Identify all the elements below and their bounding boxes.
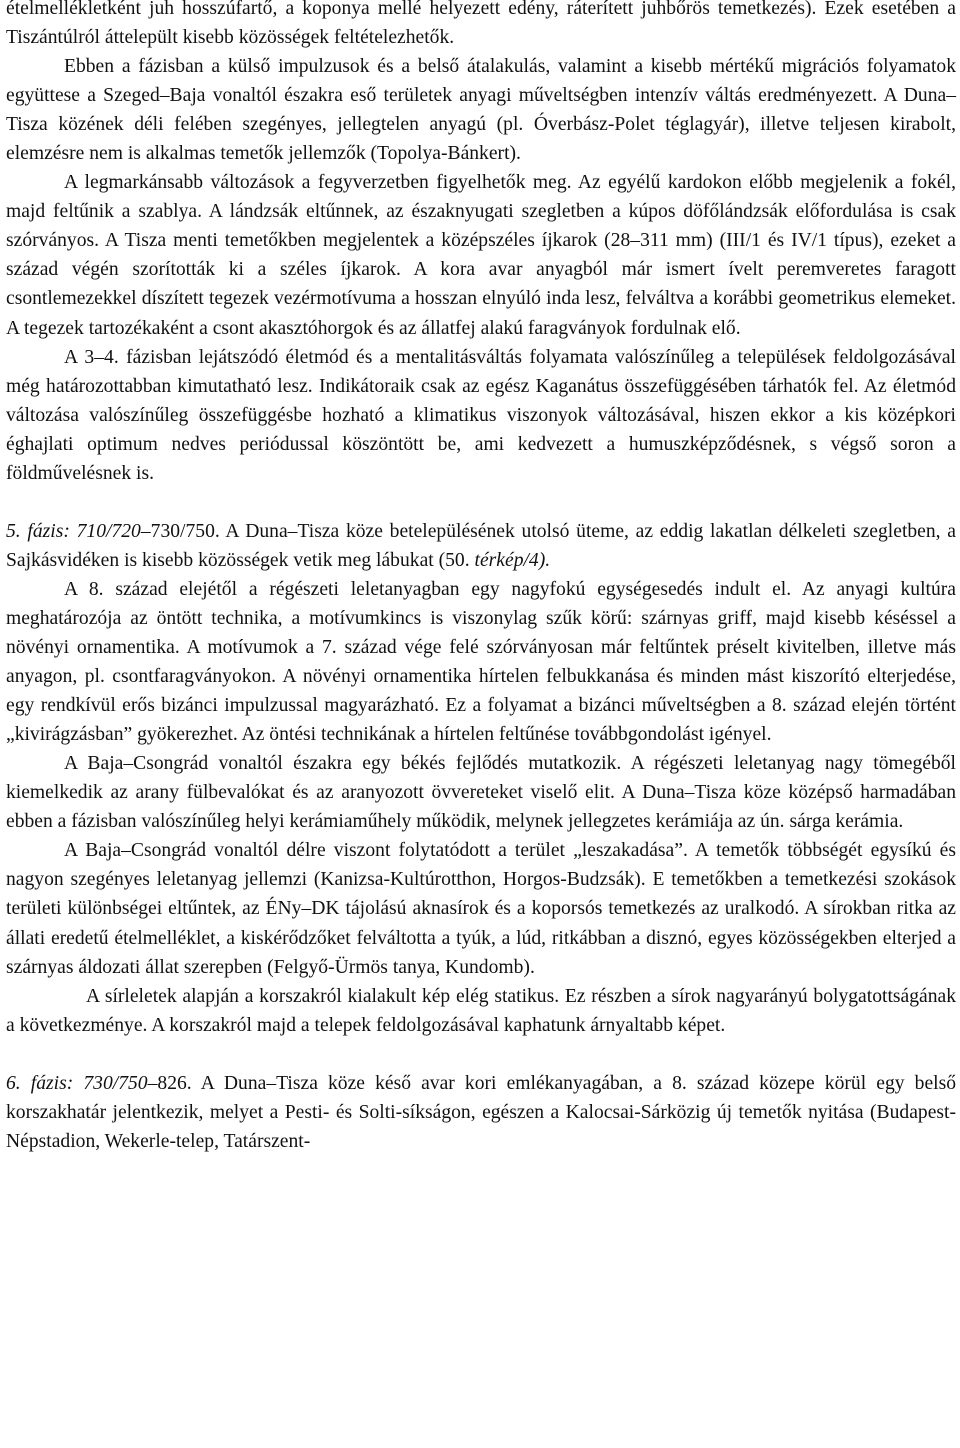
phase-5-text: A Duna–Tisza köze betelepülésének utolsó üteme, az eddig lakatlan délkeleti szegletben, a Sajkásvidéken is kisebb közösségek vetik meg lábukat (50. <box>6 520 956 571</box>
paragraph-6: A 8. század elejétől a régészeti leletanyagban egy nagyfokú egységesedés indult el. Az anyagi kultúra meghatározója az öntött technika, a motívumkincs is viszonylag szűk körű: szárnyas griff, majd kisebb késéssel a növényi ornamentika. A motívumok a 7. század vége felé szórványosan már feltűntek préselt kivitelben, illetve más anyagon, pl. csontfaragványokon. A növényi ornamentika hírtelen felbukkanása és minden mást kiszorító elterjedése, egy rendkívül erős bizánci impulzussal magyarázható. Ez a folyamat a bizánci műveltségben a 8. század elején történt „kivirágzásban” gyökerezhet. Az öntési technikának a hírtelen feltűnése továbbgondolást igényel. <box>6 578 956 746</box>
phase-5-map-ref: térkép/4). <box>474 549 551 571</box>
phase-5-label-end: –730/750. <box>140 520 220 542</box>
paragraph-1: ételmellékletként juh hosszúfartő, a koponya mellé helyezett edény, ráterített juhbőrös temetkezés). Ezek esetében a Tiszántúlról áttelepült kisebb közösségek feltételezhetők. <box>6 0 956 49</box>
paragraph-phase-6 <box>6 1069 956 1156</box>
paragraph-8: A Baja–Csongrád vonaltól délre viszont folytatódott a terület „leszakadása”. A temetők többségét egysíkú és nagyon szegényes leletanyag jellemzi (Kanizsa-Kultúrotthon, Horgos-Budzsák). E temetőkben a temetkezési szokások területi különbségei eltűntek, az ÉNy–DK tájolású aknasírok és a koporsós temetkezés az uralkodó. A sírokban ritka az állati eredetű ételmelléklet, a kiskérődzőket felváltotta a tyúk, a lúd, ritkábban a disznó, egyes közösségekben elterjed a szárnyas áldozati állat szerepben (Felgyő-Ürmös tanya, Kundomb). <box>6 840 956 978</box>
phase-5-label: 5. fázis: 710/720 <box>6 520 141 542</box>
spacer <box>6 1040 956 1069</box>
phase-6-label: 6. fázis: 730/750 <box>6 1072 148 1094</box>
spacer <box>6 488 956 517</box>
phase-6-label-end: –826. <box>147 1072 192 1094</box>
phase-6-text: A Duna–Tisza köze késő avar kori emlékanyagában, a 8. század közepe körül egy belső korszakhatár jelentkezik, melyet a Pesti- és Solti-síkságon, egészen a Kalocsai-Sárközig új temetők nyitása (Budapest-Népstadion, Wekerle-telep, Tatárszent- <box>6 1072 957 1152</box>
paragraph-3: A legmarkánsabb változások a fegyverzetben figyelhetők meg. Az egyélű kardokon előbb megjelenik a fokél, majd feltűnik a szablya. A lándzsák eltűnnek, az északnyugati szegletben a kúpos döfőlándzsák előfordulása is csak szórványos. A Tisza menti temetőkben megjelentek a középszéles íjkarok (28–311 mm) (III/1 és IV/1 típus), ezeket a század végén szorították ki a széles íjkarok. A kora avar anyagból már ismert ívelt peremveretes faragott csontlemezekkel díszített tegezek vezérmotívuma a hosszan elnyúló inda lesz, felváltva a korábbi geometrikus elemeket. A tegezek tartozékaként a csont akasztóhorgok és az állatfej alakú faragványok fordulnak elő. <box>6 172 956 339</box>
paragraph-7: A Baja–Csongrád vonaltól északra egy békés fejlődés mutatkozik. A régészeti leletanyag nagy tömegéből kiemelkedik az arany fülbevalókat és az aranyozott övvereteket viselő elit. A Duna–Tisza köze középső harmadában ebben a fázisban valószínűleg helyi kerámiaműhely működik, melynek jellegzetes kerámiája az ún. sárga kerámia. <box>6 753 956 833</box>
paragraph-9: A sírleletek alapján a korszakról kialakult kép elég statikus. Ez részben a sírok nagyarányú bolygatottságának a következménye. A korszakról majd a telepek feldolgozásával kaphatunk árnyaltabb képet. <box>6 985 956 1036</box>
document-page <box>6 0 956 1156</box>
paragraph-2: Ebben a fázisban a külső impulzusok és a belső átalakulás, valamint a kisebb mértékű migrációs folyamatok együttese a Szeged–Baja vonaltól északra eső területek anyagi műveltségben intenzív váltás eredményezett. A Duna–Tisza közének déli felében szegényes, jellegtelen anyagú (pl. Óverbász-Polet téglagyár), illetve teljesen kirabolt, elemzésre nem is alkalmas temetők jellemzők (Topolya-Bánkert). <box>6 56 956 165</box>
paragraph-phase-5 <box>6 517 956 575</box>
paragraph-4: A 3–4. fázisban lejátszódó életmód és a mentalitásváltás folyamata valószínűleg a települések feldolgozásával még határozottabban kimutatható lesz. Indikátoraik csak az egész Kaganátus összefüggésében tárhatók fel. Az életmód változása valószínűleg összefüggésbe hozható a klimatikus viszonyok változásával, hiszen ekkor a kis középkori éghajlati optimum nedves periódussal köszöntött be, ami kedvezett a humuszképződésnek, s végső soron a földművelésnek is. <box>6 346 956 484</box>
